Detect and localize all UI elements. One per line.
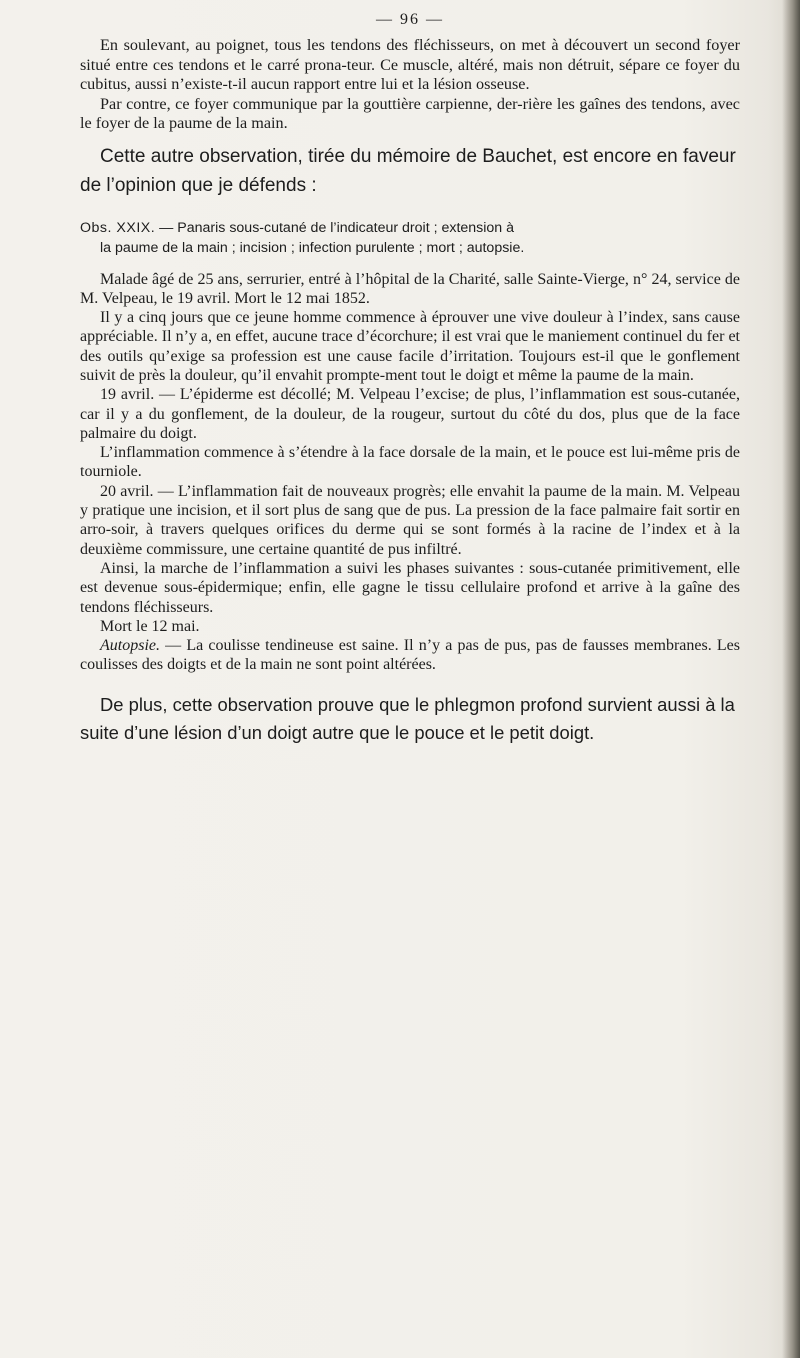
- paragraph-tendons: En soulevant, au poignet, tous les tendons des fléchisseurs, on met à découvert un second foyer situé entre ces tendons et le carré prona-teur. Ce muscle, altéré, mais non détruit, sépare ce foyer du cubitus, aussi n’existe-t-il aucun rapport entre lui et la lésion osseuse.: [80, 36, 740, 93]
- case-paragraph-april-19: 19 avril. — L’épiderme est décollé; M. Velpeau l’excise; de plus, l’inflammation est sous-cutanée, car il y a du gonflement, de la douleur, de la rougeur, surtout du côté du dos, plus que de la face palmaire du doigt.: [80, 386, 740, 442]
- page-number: — 96 —: [376, 11, 444, 28]
- autopsy-label: Autopsie.: [100, 637, 160, 655]
- case-paragraph-death: Mort le 12 mai.: [100, 617, 200, 635]
- page-edge-shadow: [782, 0, 800, 1358]
- lead-paragraph: Cette autre observation, tirée du mémoire de Bauchet, est encore en faveur de l’opinion que je défends :: [80, 145, 736, 196]
- case-report: [80, 270, 740, 675]
- case-paragraph-dorsal-extension: L’inflammation commence à s’étendre à la face dorsale de la main, et le pouce est lui-même pris de tourniole.: [80, 444, 740, 481]
- autopsy-text: — La coulisse tendineuse est saine. Il n’y a pas de pus, pas de fausses membranes. Les coulisses des doigts et de la main ne sont point altérées.: [80, 637, 740, 674]
- case-paragraph-april-20: 20 avril. — L’inflammation fait de nouveaux progrès; elle envahit la paume de la main. M. Velpeau y pratique une incision, et il sort plus de sang que de pus. La pression de la face palmaire fait sortir en arro-soir, à travers quelques orifices du derme qui se sont formés à la racine de l’index et à la deuxième commissure, une certaine quantité de pus infiltré.: [80, 482, 740, 558]
- case-paragraph-onset: Il y a cinq jours que ce jeune homme commence à éprouver une vive douleur à l’index, sans cause appréciable. Il n’y a, en effet, aucune trace d’écorchure; il est vrai que le maniement continuel du fer et des outils qu’exige sa profession est une cause facile d’irritation. Toujours est-il que le gonflement suivit de près la douleur, qu’il envahit prompte-ment tout le doigt et même la paume de la main.: [80, 309, 740, 384]
- observation-heading: [80, 218, 740, 258]
- paragraph-carpal-gutter: Par contre, ce foyer communique par la gouttière carpienne, der-rière les gaînes des tendons, avec le foyer de la paume de la main.: [80, 94, 740, 132]
- case-paragraph-autopsy: [80, 636, 740, 675]
- observation-label: Obs. XXIX.: [80, 219, 156, 236]
- observation-title-line2: la paume de la main ; incision ; infection purulente ; mort ; autopsie.: [100, 239, 525, 256]
- case-paragraph-phases: Ainsi, la marche de l’inflammation a suivi les phases suivantes : sous-cutanée primitivement, elle est devenue sous-épidermique; enfin, elle gagne le tissu cellulaire profond et arrive à la gaîne des tendons fléchisseurs.: [80, 559, 740, 616]
- closing-paragraph: De plus, cette observation prouve que le phlegmon profond survient aussi à la suite d’une lésion d’un doigt autre que le pouce et le petit doigt.: [80, 693, 735, 744]
- observation-title-line1: — Panaris sous-cutané de l’indicateur droit ; extension à: [159, 219, 515, 236]
- page-content: [80, 8, 740, 748]
- case-paragraph-admission: Malade âgé de 25 ans, serrurier, entré à l’hôpital de la Charité, salle Sainte-Vierge, n° 24, service de M. Velpeau, le 19 avril. Mort le 12 mai 1852.: [80, 270, 740, 307]
